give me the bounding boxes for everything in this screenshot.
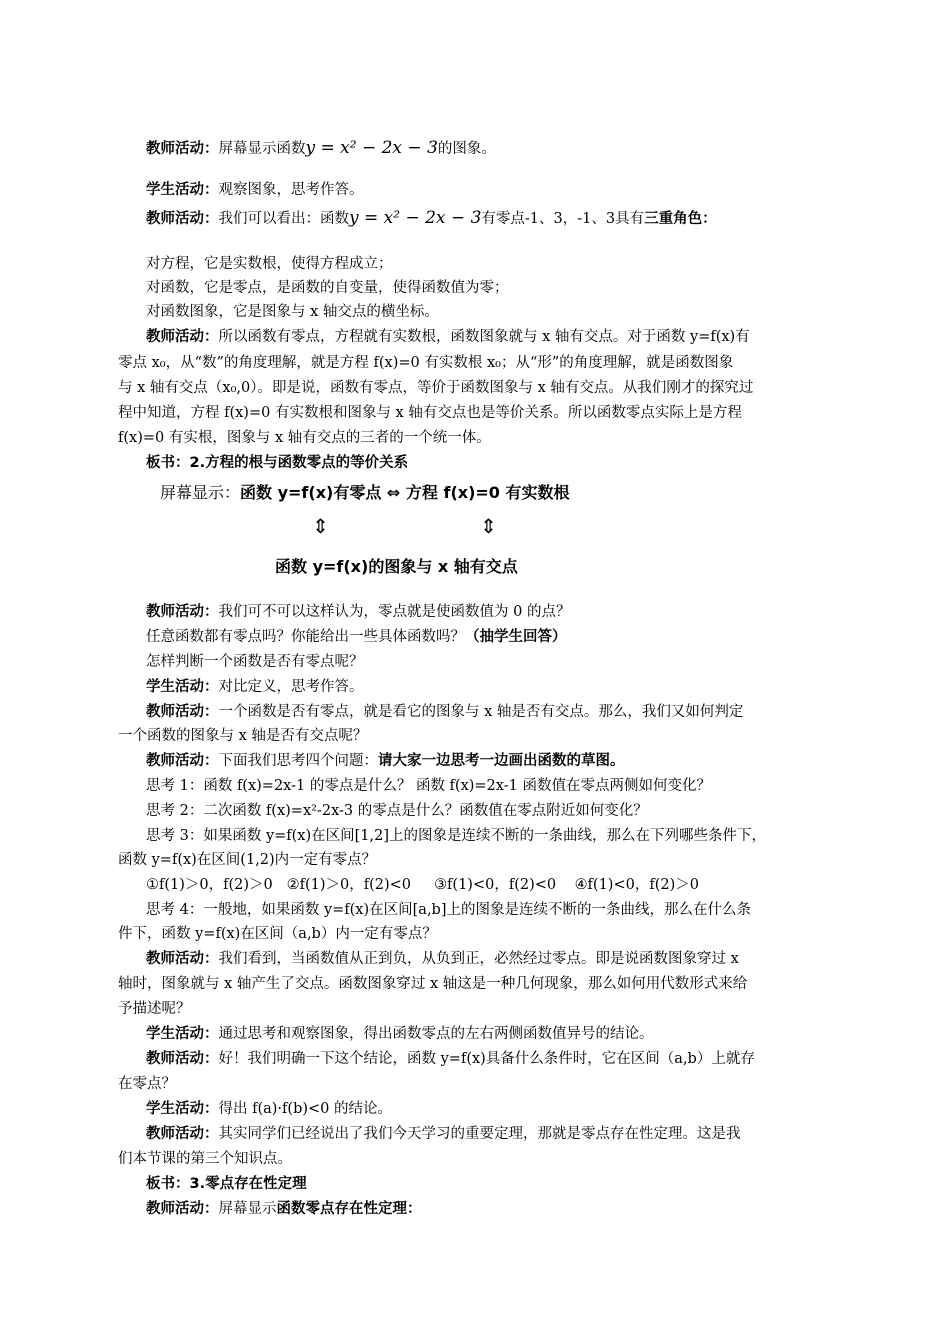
student-activity-1: 学生活动：观察图象，思考作答。	[146, 182, 364, 198]
paragraph-line: 与 x 轴有交点（x₀,0）。即是说，函数有零点，等价于函数图象与 x 轴有交点。从我们刚才的探究过	[118, 380, 754, 396]
student-activity-4: 学生活动：得出 f(a)·f(b)<0 的结论。	[146, 1101, 392, 1117]
role-line-2: 对函数，它是零点，是函数的自变量，使得函数值为零；	[146, 280, 509, 296]
paragraph-line: 一个函数的图象与 x 轴是否有交点呢？	[118, 728, 368, 744]
paragraph-line: 予描述呢？	[118, 1001, 191, 1017]
teacher-activity-3: 教师活动：所以函数有零点，方程就有实数根，函数图象就与 x 轴有交点。对于函数 y=f(x)有	[146, 329, 750, 345]
teacher-activity-7: 教师活动：我们看到，当函数值从正到负，从负到正，必然经过零点。即是说函数图象穿过 x	[146, 951, 739, 967]
teacher-activity-9: 教师活动：其实同学们已经说出了我们今天学习的重要定理，那就是零点存在性定理。这是我	[146, 1126, 741, 1142]
paragraph-line: 零点 x₀，从“数”的角度理解，就是方程 f(x)=0 有实数根 x₀；从“形”的角度理解，就是函数图象	[118, 355, 734, 371]
paragraph-line: 轴时，图象就与 x 轴产生了交点。函数图象穿过 x 轴这是一种几何现象，那么如何用代数形式来给	[118, 976, 748, 992]
function-formula: y = x² − 2x − 3	[305, 138, 438, 158]
teacher-activity-2: 教师活动：我们可以看出：函数y = x² − 2x − 3有零点-1、3，-1、3具有三重角色：	[146, 208, 717, 228]
think-2: 思考 2：二次函数 f(x)=x²-2x-3 的零点是什么？函数值在零点附近如何变化？	[146, 803, 648, 819]
paragraph-line: 在零点？	[118, 1076, 176, 1092]
board-writing-1: 板书：2.方程的根与函数零点的等价关系	[146, 455, 409, 471]
student-activity-3: 学生活动：通过思考和观察图象，得出函数零点的左右两侧函数值异号的结论。	[146, 1026, 654, 1042]
teacher-activity-8: 教师活动：好！我们明确一下这个结论，函数 y=f(x)具备什么条件时，它在区间（a,b）上就存	[146, 1051, 755, 1067]
role-line-1: 对方程，它是实数根，使得方程成立；	[146, 256, 393, 272]
function-formula: y = x² − 2x − 3	[349, 208, 482, 228]
student-activity-2: 学生活动：对比定义，思考作答。	[146, 679, 364, 695]
board-writing-2: 板书：3.零点存在性定理	[146, 1176, 307, 1192]
paragraph-line: 函数 y=f(x)在区间(1,2)内一定有零点？	[118, 852, 377, 868]
teacher-activity-4: 教师活动：我们可不可以这样认为，零点就是使函数值为 0 的点？	[146, 604, 571, 620]
question-line: 怎样判断一个函数是否有零点呢？	[146, 654, 364, 670]
option-list	[146, 873, 866, 897]
option: ①f(1)＞0，f(2)＞0	[146, 877, 273, 893]
question-line: 任意函数都有零点吗？你能给出一些具体函数吗？（抽学生回答）	[146, 629, 567, 645]
option: ③f(1)<0，f(2)<0	[434, 877, 557, 893]
teacher-activity-10: 教师活动：屏幕显示函数零点存在性定理：	[146, 1201, 422, 1217]
role-line-3: 对函数图象，它是图象与 x 轴交点的横坐标。	[146, 304, 439, 320]
teacher-activity-5: 教师活动：一个函数是否有零点，就是看它的图象与 x 轴是否有交点。那么，我们又如何判定	[146, 704, 744, 720]
paragraph-line: 们本节课的第三个知识点。	[118, 1151, 292, 1167]
option: ②f(1)＞0，f(2)<0	[286, 877, 412, 893]
think-1: 思考 1：函数 f(x)=2x-1 的零点是什么？ 函数 f(x)=2x-1 函数值在零点两侧如何变化？	[146, 778, 711, 794]
paragraph-line: 件下，函数 y=f(x)在区间（a,b）内一定有零点？	[118, 926, 437, 942]
option: ④f(1)<0，f(2)＞0	[574, 877, 699, 893]
iff-arrow: ⇔	[386, 483, 401, 502]
double-arrow-icon: ⇕	[312, 514, 329, 538]
document-page: 教师活动：屏幕显示函数y = x² − 2x − 3的图象。 学生活动：观察图象，思考作答。 教师活动：我们可以看出：函数y = x² − 2x − 3有零点-1、3，-1、3具有三重角色： 对方程，它是实数根，使得方程成立； 对函数，它是零点，是函数的自变量，使得函数值为零； 对函数图象，它是图象与 x 轴交点的横坐标。 教师活动：所以函数有零点，方程就有实数根，函数图象就与 x 轴有交点。对于函数 y=f(x)有 零点 x₀，从“数”的角度理解，就是方程 f(x)=0 有实数根 x₀；从“形”的角度理解，就是函数图象 与 x 轴有交点（x₀,0）。即是说，函数有零点，等价于函数图象与 x 轴有交点。从我们刚才的探究过 程中知道，方程 f(x)=0 有实数根和图象与 x 轴有交点也是等价关系。所以函数零点实际上是方程 f(x)=0 有实根，图象与 x 轴有交点的三者的一个统一体。 板书：2.方程的根与函数零点的等价关系 屏幕显示：函数 y=f(x)有零点 ⇔ 方程 f(x)=0 有实数根 ⇕ ⇕ 函数 y=f(x)的图象与 x 轴有交点 教师活动：我们可不可以这样认为，零点就是使函数值为 0 的点？ 任意函数都有零点吗？你能给出一些具体函数吗？（抽学生回答） 怎样判断一个函数是否有零点呢？ 学生活动：对比定义，思考作答。 教师活动：一个函数是否有零点，就是看它的图象与 x 轴是否有交点。那么，我们又如何判定 一个函数的图象与 x 轴是否有交点呢？ 教师活动：下面我们思考四个问题：请大家一边思考一边画出函数的草图。 思考 1：函数 f(x)=2x-1 的零点是什么？ 函数 f(x)=2x-1 函数值在零点两侧如何变化？ 思考 2：二次函数 f(x)=x²-2x-3 的零点是什么？函数值在零点附近如何变化？ 思考 3：如果函数 y=f(x)在区间[1,2]上的图象是连续不断的一条曲线，那么在下列哪些条件下， 函数 y=f(x)在区间(1,2)内一定有零点？ ①f(1)＞0，f(2)＞0 ②f(1)＞0，f(2)<0 ③f(1)<0，f(2)<0 ④f(1)<0，f(2)＞0 思考 4：一般地，如果函数 y=f(x)在区间[a,b]上的图象是连续不断的一条曲线，那么在什么条 件下，函数 y=f(x)在区间（a,b）内一定有零点？ 教师活动：我们看到，当函数值从正到负，从负到正，必然经过零点。即是说函数图象穿过 x 轴时，图象就与 x 轴产生了交点。函数图象穿过 x 轴这是一种几何现象，那么如何用代数形式来给 予描述呢？ 学生活动：通过思考和观察图象，得出函数零点的左右两侧函数值异号的结论。 教师活动：好！我们明确一下这个结论，函数 y=f(x)具备什么条件时，它在区间（a,b）上就存 在零点？ 学生活动：得出 f(a)·f(b)<0 的结论。 教师活动：其实同学们已经说出了我们今天学习的重要定理，那就是零点存在性定理。这是我 们本节课的第三个知识点。 板书：3.零点存在性定理 教师活动：屏幕显示函数零点存在性定理：	[0, 0, 950, 1344]
paragraph-line: f(x)=0 有实根，图象与 x 轴有交点的三者的一个统一体。	[118, 430, 491, 446]
paragraph-line: 程中知道，方程 f(x)=0 有实数根和图象与 x 轴有交点也是等价关系。所以函数零点实际上是方程	[118, 405, 742, 421]
teacher-activity-1: 教师活动：屏幕显示函数y = x² − 2x − 3的图象。	[146, 138, 496, 158]
think-3: 思考 3：如果函数 y=f(x)在区间[1,2]上的图象是连续不断的一条曲线，那么在下列哪些条件下，	[146, 828, 767, 844]
screen-bottom-statement: 函数 y=f(x)的图象与 x 轴有交点	[275, 557, 518, 576]
double-arrow-icon: ⇕	[480, 514, 497, 538]
teacher-activity-6: 教师活动：下面我们思考四个问题：请大家一边思考一边画出函数的草图。	[146, 753, 625, 769]
think-4: 思考 4：一般地，如果函数 y=f(x)在区间[a,b]上的图象是连续不断的一条曲线，那么在什么条	[146, 902, 751, 918]
